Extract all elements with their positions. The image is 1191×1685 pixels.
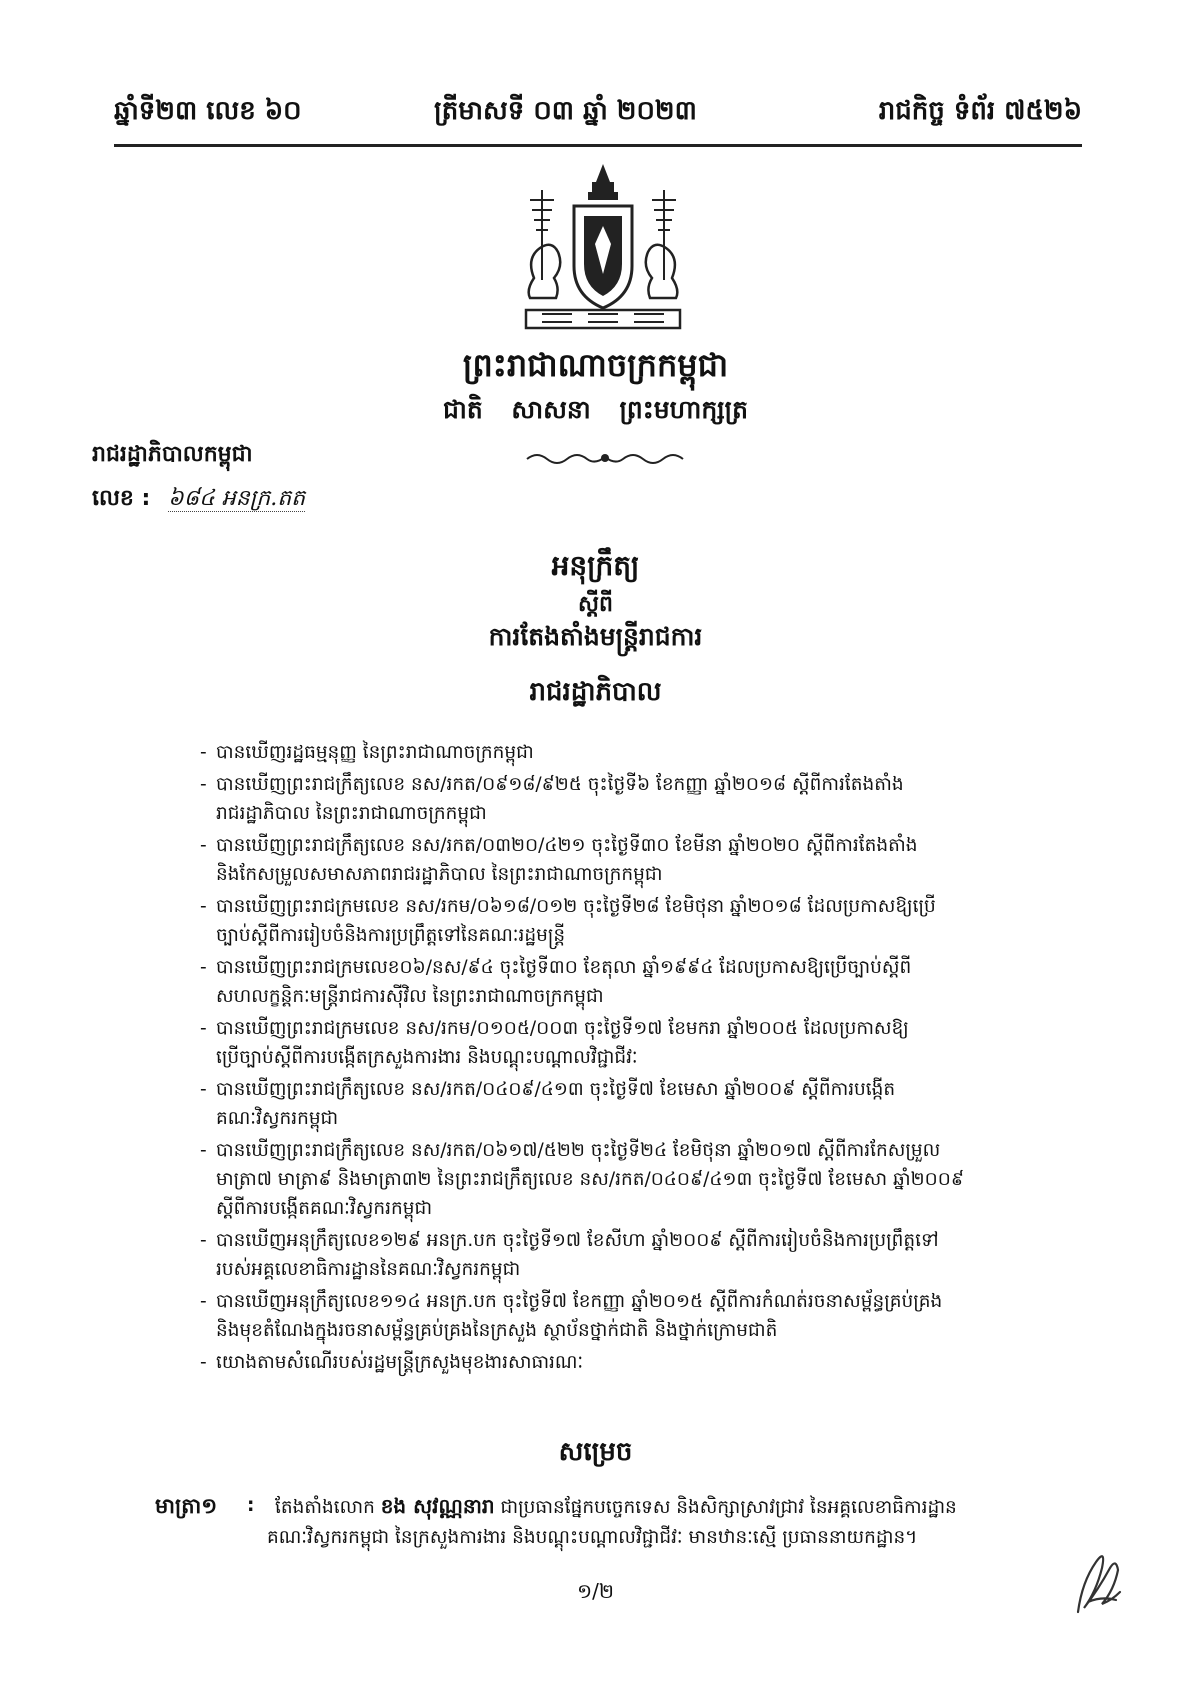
national-motto: ជាតិ សាសនា ព្រះមហាក្សត្រ <box>443 395 748 424</box>
article-label: មាត្រា១ <box>155 1494 218 1518</box>
reference-label: លេខ : <box>92 486 151 511</box>
visa-item <box>200 1287 1080 1345</box>
visa-item <box>200 1075 1080 1133</box>
reference-number: ៦៨៤ អនក្រ.តត <box>168 486 306 511</box>
visa-line: និងកែសម្រួលសមាសភាពរាជរដ្ឋាភិបាល នៃព្រះរាជាណាចក្រកម្ពុជា <box>216 864 663 885</box>
article-lead: តែងតាំងលោក <box>275 1497 375 1518</box>
royal-coat-of-arms-icon <box>512 160 694 338</box>
decree-issuer: រាជរដ្ឋាភិបាល <box>529 677 662 707</box>
visa-item <box>200 1014 1080 1072</box>
visa-line: - បានឃើញអនុក្រឹត្យលេខ១១៤ អនក្រ.បក ចុះថ្ងៃទី៧ ខែកញ្ញា ឆ្នាំ២០១៥ ស្តីពីការកំណត់រចនាសម្ព័ន្ធគ្រប់គ្រង <box>216 1291 943 1312</box>
visa-item <box>200 738 1080 767</box>
document-type: អនុក្រឹត្យ <box>551 549 640 582</box>
visa-line: ស្តីពីការបង្កើតគណៈវិស្វករកម្ពុជា <box>216 1198 433 1219</box>
visa-line: - បានឃើញព្រះរាជក្រឹត្យលេខ នស/រកត/០៩១៨/៩២៥ ចុះថ្ងៃទី៦ ខែកញ្ញា ឆ្នាំ២០១៨ ស្តីពីការតែងតាំង <box>216 774 904 795</box>
visa-line: - បានឃើញព្រះរាជក្រមលេខ នស/រកម/០១០៥/០០៣ ចុះថ្ងៃទី១៧ ខែមករា ឆ្នាំ២០០៥ ដែលប្រកាសឱ្យ <box>216 1018 909 1039</box>
visa-line: និងមុខតំណែងក្នុងរចនាសម្ព័ន្ធគ្រប់គ្រងនៃក្រសួង ស្ថាប័នថ្នាក់ជាតិ និងថ្នាក់ក្រោមជាតិ <box>216 1320 778 1341</box>
header-issue: ឆ្នាំទី២៣ លេខ ៦០ <box>114 96 302 126</box>
visa-item <box>200 892 1080 950</box>
visa-line: រាជរដ្ឋាភិបាល នៃព្រះរាជាណាចក្រកម្ពុជា <box>216 803 487 824</box>
issuing-authority: រាជរដ្ឋាភិបាលកម្ពុជា <box>92 442 253 467</box>
visa-line: របស់អគ្គលេខាធិការដ្ឋាននៃគណៈវិស្វករកម្ពុជា <box>216 1259 521 1280</box>
document-about: ស្តីពី <box>578 592 613 617</box>
gazette-header <box>114 86 1082 136</box>
reference-line <box>92 484 305 516</box>
visa-item <box>200 1348 1080 1377</box>
visa-line: - បានឃើញរដ្ឋធម្មនុញ្ញ នៃព្រះរាជាណាចក្រកម្ពុជា <box>216 742 534 763</box>
article-line-2: គណៈវិស្វករកម្ពុជា នៃក្រសួងការងារ និងបណ្តុះបណ្តាលវិជ្ជាជីវៈ មានឋានៈស្មើ ប្រធាននាយកដ្ឋាន។ <box>267 1527 918 1548</box>
appointee-name: ខង សុវណ្ណនារា <box>380 1494 495 1518</box>
visa-line: - បានឃើញអនុក្រឹត្យលេខ១២៩ អនក្រ.បក ចុះថ្ងៃទី១៧ ខែសីហា ឆ្នាំ២០០៩ ស្តីពីការរៀបចំនិងការប្រព្រឹត្តទៅ <box>216 1230 939 1251</box>
visa-line: ប្រើច្បាប់ស្តីពីការបង្កើតក្រសួងការងារ និងបណ្តុះបណ្តាលវិជ្ជាជីវៈ <box>216 1047 638 1068</box>
page-number: ១/២ <box>576 1579 614 1603</box>
header-page: រាជកិច្ច ទំព័រ ៧៥២៦ <box>878 96 1082 126</box>
document-subject: ការតែងតាំងមន្ត្រីរាជការ <box>488 622 703 651</box>
visa-list <box>200 738 1080 1380</box>
article-rest: ជាប្រធានផ្នែកបច្ចេកទេស និងសិក្សាស្រាវជ្រាវ នៃអគ្គលេខាធិការដ្ឋាន <box>500 1497 957 1518</box>
visa-line: - បានឃើញព្រះរាជក្រឹត្យលេខ នស/រកត/០៦១៧/៥២២ ចុះថ្ងៃទី២៤ ខែមិថុនា ឆ្នាំ២០១៧ ស្តីពីការកែសម្រួល <box>216 1140 941 1161</box>
header-date: ត្រីមាសទី ០៣ ឆ្នាំ ២០២៣ <box>434 96 697 126</box>
header-rule <box>114 144 1082 147</box>
visa-line: មាត្រា៧ មាត្រា៩ និងមាត្រា៣២ នៃព្រះរាជក្រឹត្យលេខ នស/រកត/០៤០៩/៤១៣ ចុះថ្ងៃទី៧ ខែមេសា ឆ្នាំ២០០៩ <box>216 1169 964 1190</box>
visa-line: - បានឃើញព្រះរាជក្រឹត្យលេខ នស/រកត/០៣២០/៤២១ ចុះថ្ងៃទី៣០ ខែមីនា ឆ្នាំ២០២០ ស្តីពីការតែងតាំង <box>216 835 918 856</box>
signature-mark <box>1068 1542 1126 1620</box>
visa-line: - បានឃើញព្រះរាជក្រមលេខ នស/រកម/០៦១៨/០១២ ចុះថ្ងៃទី២៨ ខែមិថុនា ឆ្នាំ២០១៨ ដែលប្រកាសឱ្យប្រើ <box>216 896 936 917</box>
article-colon: : <box>247 1495 255 1516</box>
visa-line: គណៈវិស្វករកម្ពុជា <box>216 1108 339 1129</box>
visa-item <box>200 1226 1080 1284</box>
decision-heading: សម្រេច <box>558 1437 633 1467</box>
visa-line: - បានឃើញព្រះរាជក្រមលេខ០៦/នស/៩៤ ចុះថ្ងៃទី៣០ ខែតុលា ឆ្នាំ១៩៩៤ ដែលប្រកាសឱ្យប្រើច្បាប់ស្តីពី <box>216 957 912 978</box>
visa-line: សហលក្ខន្តិកៈមន្ត្រីរាជការស៊ីវិល នៃព្រះរាជាណាចក្រកម្ពុជា <box>216 986 604 1007</box>
visa-line: ច្បាប់ស្តីពីការរៀបចំនិងការប្រព្រឹត្តទៅនៃគណៈរដ្ឋមន្ត្រី <box>216 925 566 946</box>
visa-item <box>200 770 1080 828</box>
visa-item <box>200 831 1080 889</box>
visa-line: - បានឃើញព្រះរាជក្រឹត្យលេខ នស/រកត/០៤០៩/៤១៣ ចុះថ្ងៃទី៧ ខែមេសា ឆ្នាំ២០០៩ ស្តីពីការបង្កើត <box>216 1079 896 1100</box>
visa-line: - យោងតាមសំណើរបស់រដ្ឋមន្ត្រីក្រសួងមុខងារសាធារណៈ <box>216 1352 584 1373</box>
kingdom-title: ព្រះរាជាណាចក្រកម្ពុជា <box>462 346 729 384</box>
ornament-divider-icon <box>525 447 685 469</box>
visa-item <box>200 1136 1080 1223</box>
visa-item <box>200 953 1080 1011</box>
article-text <box>275 1490 957 1524</box>
